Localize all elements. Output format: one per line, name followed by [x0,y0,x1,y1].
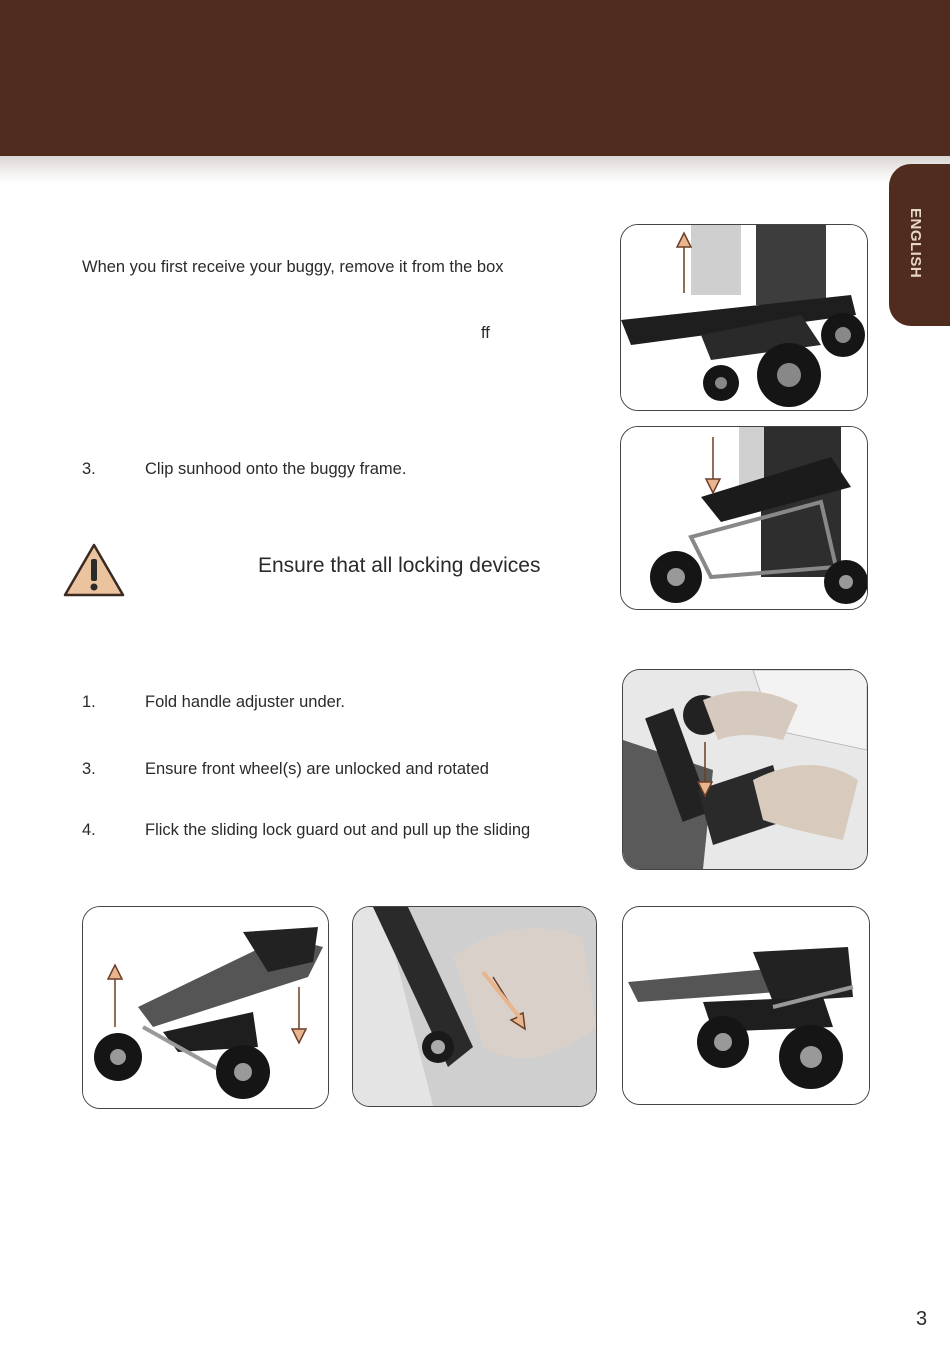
ligature-fragment: ff [481,324,490,342]
photo-unfold-push [620,426,868,610]
language-tab-label: ENGLISH [907,208,924,279]
step-number: 1. [82,693,96,711]
step-text: Fold handle adjuster under. [145,693,345,711]
photo-sliding-lock [352,906,597,1107]
header-shadow [0,156,950,184]
header-band [0,0,950,156]
step-text: Ensure front wheel(s) are unlocked and rotated [145,760,489,778]
photo-unfold-lift [620,224,868,411]
page-number: 3 [916,1308,928,1330]
photo-fold-handle [622,669,868,870]
step-text: Flick the sliding lock guard out and pull up the sliding [145,821,531,839]
language-tab[interactable] [889,164,950,326]
warning-triangle-icon [62,542,126,598]
step-number: 4. [82,821,96,839]
step-number: 3. [82,460,96,478]
photo-fold-collapse [82,906,329,1109]
intro-text: When you first receive your buggy, remove it from the box [82,258,504,276]
photo-folded-buggy [622,906,870,1105]
warning-text: Ensure that all locking devices [258,554,541,577]
step-text: Clip sunhood onto the buggy frame. [145,460,407,478]
step-number: 3. [82,760,96,778]
